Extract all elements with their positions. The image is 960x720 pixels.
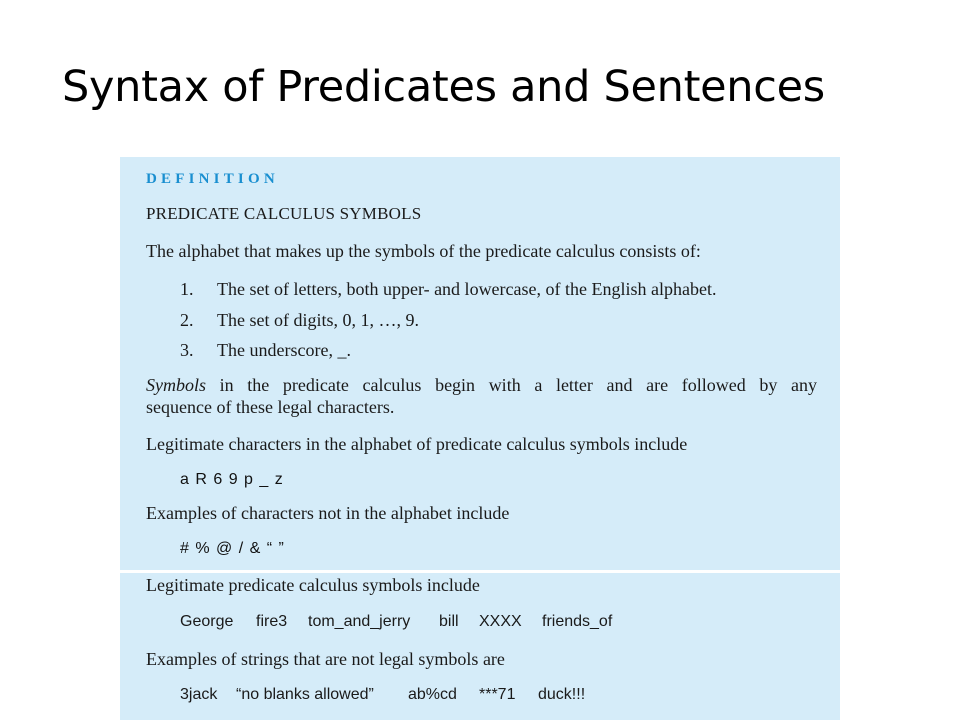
- legit-symbol: George: [180, 613, 234, 630]
- legit-chars-intro: Legitimate characters in the alphabet of predicate calculus symbols include: [146, 434, 688, 454]
- not-alphabet-intro: Examples of characters not in the alphabet include: [146, 503, 510, 523]
- legit-symbol: fire3: [256, 613, 288, 630]
- legit-symbol: bill: [439, 613, 459, 630]
- list-number-3: 3.: [180, 340, 194, 360]
- alphabet-intro: The alphabet that makes up the symbols of the predicate calculus consists of:: [146, 241, 701, 261]
- symbols-line1-rest: in the predicate calculus begin with a letter and are followed by any: [206, 375, 817, 395]
- definition-panel-continued: [120, 573, 840, 720]
- illegal-symbols-row: [120, 686, 840, 708]
- list-number-2: 2.: [180, 310, 194, 330]
- illegal-symbols-intro: Examples of strings that are not legal symbols are: [146, 649, 505, 669]
- list-item-1: The set of letters, both upper- and lowercase, of the English alphabet.: [217, 279, 717, 299]
- legit-symbol: XXXX: [479, 613, 522, 630]
- legit-symbol: friends_of: [542, 613, 613, 630]
- illegal-symbol: “no blanks allowed”: [236, 686, 374, 703]
- illegal-symbol: duck!!!: [538, 686, 586, 703]
- list-item-3: The underscore, _.: [217, 340, 351, 360]
- symbols-paragraph-line2: sequence of these legal characters.: [146, 397, 395, 417]
- list-item-2: The set of digits, 0, 1, …, 9.: [217, 310, 419, 330]
- legit-chars-example: a R 6 9 p _ z: [180, 471, 283, 488]
- illegal-symbol: ab%cd: [408, 686, 457, 703]
- illegal-symbol: 3jack: [180, 686, 218, 703]
- definition-heading: PREDICATE CALCULUS SYMBOLS: [146, 204, 422, 223]
- symbols-paragraph-line1: [146, 373, 817, 397]
- list-number-1: 1.: [180, 279, 194, 299]
- not-alphabet-example: # % @ / & “ ”: [180, 540, 284, 557]
- definition-label: DEFINITION: [146, 171, 279, 187]
- legit-symbol: tom_and_jerry: [308, 613, 411, 630]
- definition-panel: [120, 157, 840, 570]
- legit-symbols-intro: Legitimate predicate calculus symbols include: [146, 575, 480, 595]
- symbols-term: Symbols: [146, 375, 206, 395]
- legit-symbols-row: [120, 613, 840, 635]
- illegal-symbol: ***71: [479, 686, 516, 703]
- slide-title: Syntax of Predicates and Sentences: [62, 62, 825, 112]
